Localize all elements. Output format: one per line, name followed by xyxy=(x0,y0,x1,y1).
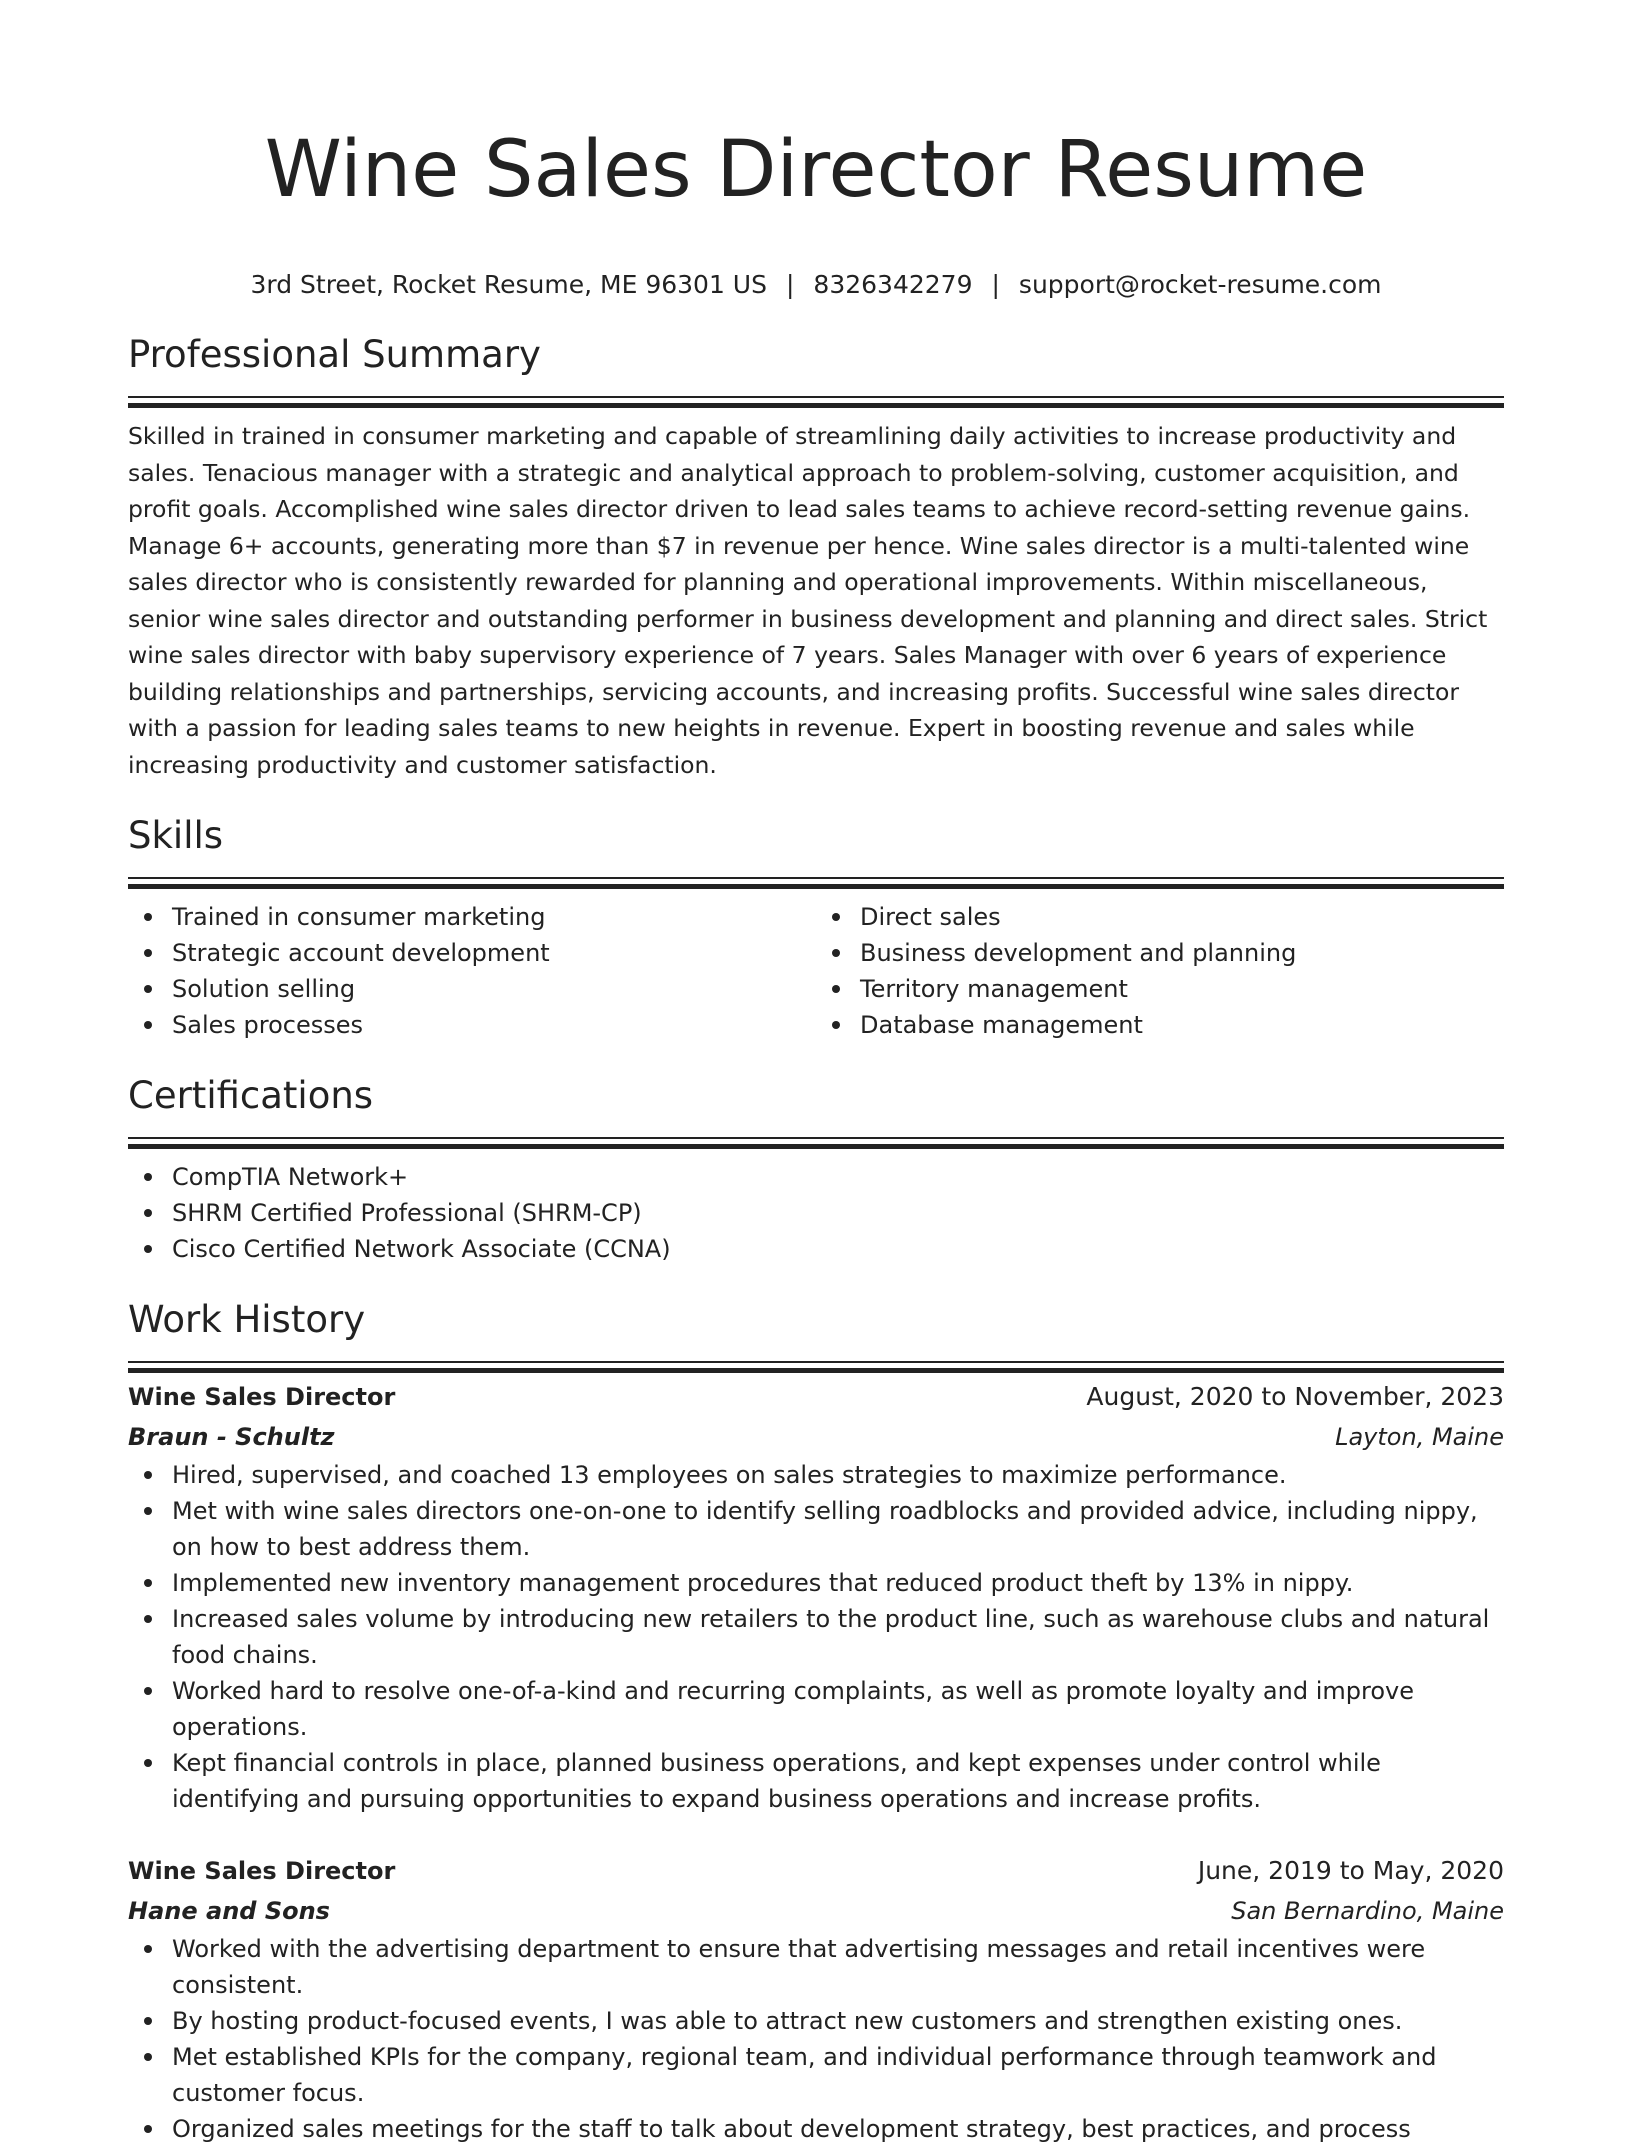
skill-item: Territory management xyxy=(860,971,1504,1007)
contact-address: 3rd Street, Rocket Resume, ME 96301 US xyxy=(250,270,767,300)
job-duties-list xyxy=(128,1457,1504,1817)
skill-item: Trained in consumer marketing xyxy=(172,899,816,935)
skills-grid xyxy=(128,899,1504,1043)
job-duty-item: Implemented new inventory management procedures that reduced product theft by 13% in nippy. xyxy=(172,1565,1504,1601)
job-duty-item: By hosting product-focused events, I was able to attract new customers and strengthen existing ones. xyxy=(172,2003,1504,2039)
skill-item: Database management xyxy=(860,1007,1504,1043)
skill-item: Sales processes xyxy=(172,1007,816,1043)
job-dates: August, 2020 to November, 2023 xyxy=(1086,1382,1504,1412)
contact-line xyxy=(128,268,1504,302)
contact-email: support@rocket-resume.com xyxy=(1018,270,1382,300)
job-entry xyxy=(128,1851,1504,2147)
certification-item: Cisco Certified Network Associate (CCNA) xyxy=(172,1231,1504,1267)
section-heading-certifications: Certifications xyxy=(128,1074,374,1118)
certifications-section xyxy=(128,1073,1504,1267)
section-heading-work-history: Work History xyxy=(128,1298,366,1342)
job-duty-item: Met with wine sales directors one-on-one to identify selling roadblocks and provided advice, including nippy, on how to best address them. xyxy=(172,1493,1504,1565)
summary-section xyxy=(128,332,1504,783)
skill-item: Business development and planning xyxy=(860,935,1504,971)
job-duty-item: Organized sales meetings for the staff to talk about development strategy, best practices, and process xyxy=(172,2111,1504,2147)
job-duty-item: Met established KPIs for the company, regional team, and individual performance through teamwork and customer focus. xyxy=(172,2039,1504,2111)
certification-item: CompTIA Network+ xyxy=(172,1159,1504,1195)
work-history-section xyxy=(128,1297,1504,2147)
job-header-row xyxy=(128,1851,1504,1891)
job-location: Layton, Maine xyxy=(1335,1423,1504,1452)
job-duties-list xyxy=(128,1931,1504,2147)
job-subheader-row xyxy=(128,1891,1504,1931)
job-company: Braun - Schultz xyxy=(128,1423,335,1452)
contact-separator: | xyxy=(785,270,795,300)
section-divider xyxy=(128,1361,1504,1363)
section-heading-summary: Professional Summary xyxy=(128,333,541,377)
certification-item: SHRM Certified Professional (SHRM-CP) xyxy=(172,1195,1504,1231)
job-header-row xyxy=(128,1377,1504,1417)
skill-item: Solution selling xyxy=(172,971,816,1007)
skill-item: Direct sales xyxy=(860,899,1504,935)
contact-phone: 8326342279 xyxy=(813,270,973,300)
job-entry xyxy=(128,1377,1504,1817)
resume-page xyxy=(128,0,1504,2147)
contact-separator: | xyxy=(991,270,1000,300)
job-duty-item: Worked hard to resolve one-of-a-kind and recurring complaints, as well as promote loyalty and improve operations. xyxy=(172,1673,1504,1745)
skills-section xyxy=(128,813,1504,1043)
job-subheader-row xyxy=(128,1417,1504,1457)
job-dates: June, 2019 to May, 2020 xyxy=(1197,1856,1504,1886)
job-company: Hane and Sons xyxy=(128,1897,330,1926)
skill-item: Strategic account development xyxy=(172,935,816,971)
skills-list-right xyxy=(816,899,1504,1043)
job-duty-item: Kept financial controls in place, planned business operations, and kept expenses under control while identifying and pursuing opportunities to expand business operations and increase profits. xyxy=(172,1745,1504,1817)
section-divider xyxy=(128,1137,1504,1139)
job-duty-item: Hired, supervised, and coached 13 employees on sales strategies to maximize performance. xyxy=(172,1457,1504,1493)
skills-list-left xyxy=(128,899,816,1043)
job-title: Wine Sales Director xyxy=(128,1857,396,1886)
job-location: San Bernardino, Maine xyxy=(1231,1897,1504,1926)
summary-paragraph: Skilled in trained in consumer marketing and capable of streamlining daily activities to increase productivity and sales. Tenacious manager with a strategic and analytical approach to problem-solving, customer acquisition, and profit goals. Accomplished wine sales director driven to lead sales teams to achieve record-setting revenue gains. Manage 6+ accounts, generating more than $7 in revenue per hence. Wine sales director is a multi-talented wine sales director who is consistently rewarded for planning and operational improvements. Within miscellaneous, senior wine sales director and outstanding performer in business development and planning and direct sales. Strict wine sales director with baby supervisory experience of 7 years. Sales Manager with over 6 years of experience building relationships and partnerships, servicing accounts, and increasing profits. Successful wine sales director with a passion for leading sales teams to new heights in revenue. Expert in boosting revenue and sales while increasing productivity and customer satisfaction. xyxy=(128,422,1488,779)
page-title: Wine Sales Director Resume xyxy=(264,125,1368,215)
section-divider xyxy=(128,877,1504,879)
certifications-list xyxy=(128,1159,1504,1267)
section-heading-skills: Skills xyxy=(128,814,224,858)
section-divider xyxy=(128,396,1504,398)
job-duty-item: Increased sales volume by introducing new retailers to the product line, such as warehouse clubs and natural food chains. xyxy=(172,1601,1504,1673)
job-title: Wine Sales Director xyxy=(128,1383,396,1412)
job-duty-item: Worked with the advertising department to ensure that advertising messages and retail incentives were consistent. xyxy=(172,1931,1504,2003)
